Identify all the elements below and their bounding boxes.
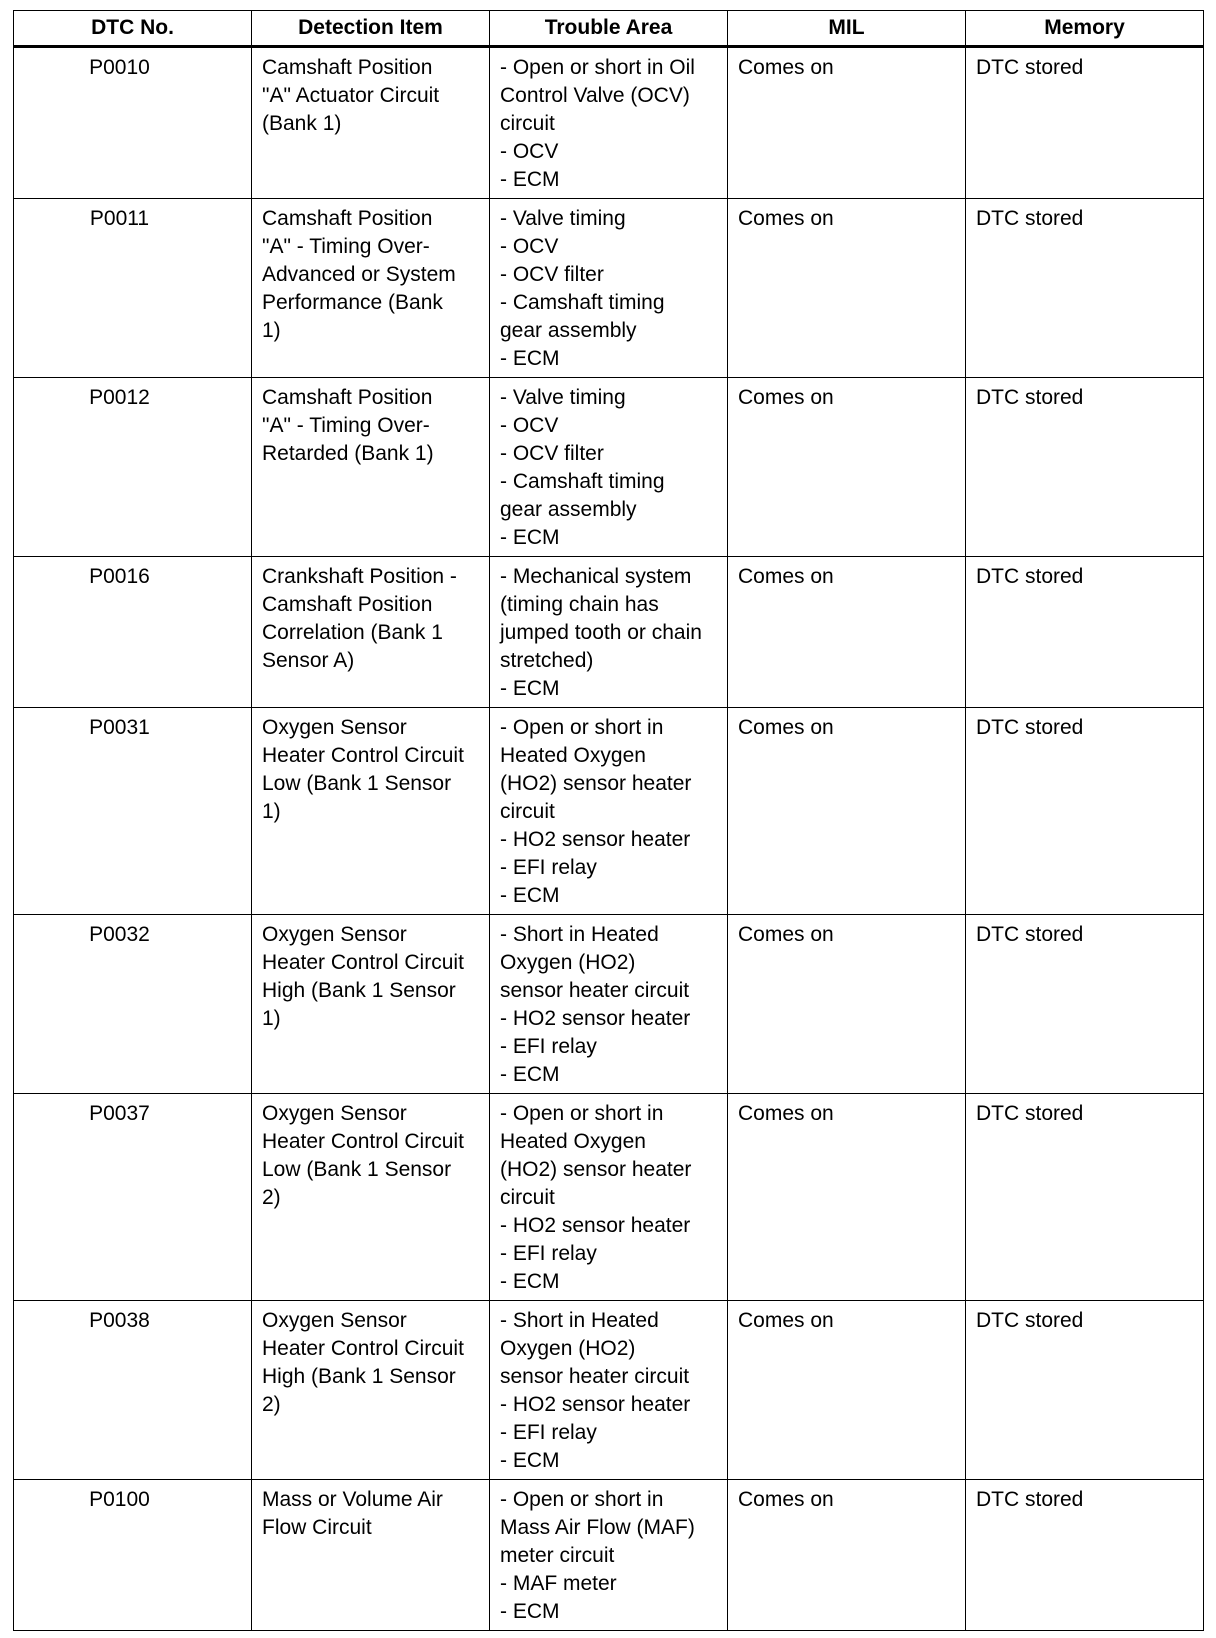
- trouble-line: - Short in Heated: [500, 923, 659, 946]
- cell-memory: DTC stored: [966, 47, 1204, 199]
- detection-line: Low (Bank 1 Sensor: [262, 772, 452, 795]
- trouble-line: (HO2) sensor heater: [500, 772, 692, 795]
- cell-memory: DTC stored: [966, 915, 1204, 1094]
- table-body: [14, 47, 1204, 1631]
- detection-line: Performance (Bank: [262, 291, 443, 314]
- cell-mil: Comes on: [728, 708, 966, 915]
- cell-trouble-area: [490, 1094, 728, 1301]
- detection-line: Retarded (Bank 1): [262, 442, 434, 465]
- detection-line: Crankshaft Position -: [262, 565, 457, 588]
- detection-line: Sensor A): [262, 649, 355, 672]
- cell-dtc-code: P0012: [14, 378, 252, 557]
- trouble-line: - ECM: [500, 1449, 560, 1472]
- cell-detection-item: [252, 1480, 490, 1631]
- detection-line: 2): [262, 1393, 281, 1416]
- header-detection-item: Detection Item: [252, 11, 490, 47]
- detection-line: "A" - Timing Over-: [262, 414, 430, 437]
- cell-trouble-area: [490, 1301, 728, 1480]
- detection-line: Heater Control Circuit: [262, 1337, 464, 1360]
- cell-trouble-area: [490, 708, 728, 915]
- header-mil: MIL: [728, 11, 966, 47]
- trouble-line: - Camshaft timing: [500, 291, 665, 314]
- cell-dtc-code: P0032: [14, 915, 252, 1094]
- cell-dtc-code: P0016: [14, 557, 252, 708]
- detection-line: Camshaft Position: [262, 56, 433, 79]
- detection-line: (Bank 1): [262, 112, 342, 135]
- cell-trouble-area: [490, 47, 728, 199]
- trouble-line: - Camshaft timing: [500, 470, 665, 493]
- trouble-line: - Open or short in Oil: [500, 56, 695, 79]
- table-row: [14, 708, 1204, 915]
- cell-mil: Comes on: [728, 557, 966, 708]
- cell-trouble-area: [490, 378, 728, 557]
- trouble-line: Heated Oxygen: [500, 1130, 646, 1153]
- cell-mil: Comes on: [728, 915, 966, 1094]
- trouble-line: stretched): [500, 649, 594, 672]
- trouble-line: - ECM: [500, 1270, 560, 1293]
- trouble-line: - OCV filter: [500, 442, 604, 465]
- detection-line: Low (Bank 1 Sensor: [262, 1158, 452, 1181]
- table-row: [14, 1480, 1204, 1631]
- trouble-line: - HO2 sensor heater: [500, 1007, 691, 1030]
- dtc-table-container: [13, 10, 1203, 1631]
- detection-line: Heater Control Circuit: [262, 744, 464, 767]
- trouble-line: - Open or short in: [500, 716, 664, 739]
- trouble-line: - ECM: [500, 347, 560, 370]
- cell-memory: DTC stored: [966, 1301, 1204, 1480]
- table-row: [14, 557, 1204, 708]
- detection-line: Camshaft Position: [262, 386, 433, 409]
- trouble-line: sensor heater circuit: [500, 1365, 690, 1388]
- cell-mil: Comes on: [728, 199, 966, 378]
- cell-dtc-code: P0038: [14, 1301, 252, 1480]
- trouble-line: - OCV filter: [500, 263, 604, 286]
- detection-line: Oxygen Sensor: [262, 1309, 407, 1332]
- trouble-line: meter circuit: [500, 1544, 615, 1567]
- header-dtc-no: DTC No.: [14, 11, 252, 47]
- detection-line: High (Bank 1 Sensor: [262, 979, 456, 1002]
- cell-mil: Comes on: [728, 1480, 966, 1631]
- trouble-line: - Open or short in: [500, 1488, 664, 1511]
- trouble-line: sensor heater circuit: [500, 979, 690, 1002]
- trouble-line: - Open or short in: [500, 1102, 664, 1125]
- table-row: [14, 915, 1204, 1094]
- trouble-line: - Short in Heated: [500, 1309, 659, 1332]
- trouble-line: - MAF meter: [500, 1572, 617, 1595]
- detection-line: Camshaft Position: [262, 593, 433, 616]
- detection-line: 1): [262, 319, 281, 342]
- cell-trouble-area: [490, 557, 728, 708]
- cell-mil: Comes on: [728, 47, 966, 199]
- cell-detection-item: [252, 47, 490, 199]
- trouble-line: - HO2 sensor heater: [500, 828, 691, 851]
- header-row: [14, 11, 1204, 47]
- cell-dtc-code: P0031: [14, 708, 252, 915]
- cell-memory: DTC stored: [966, 708, 1204, 915]
- table-row: [14, 1094, 1204, 1301]
- detection-line: "A" Actuator Circuit: [262, 84, 440, 107]
- trouble-line: - ECM: [500, 1063, 560, 1086]
- trouble-line: - ECM: [500, 677, 560, 700]
- detection-line: High (Bank 1 Sensor: [262, 1365, 456, 1388]
- header-memory: Memory: [966, 11, 1204, 47]
- trouble-line: - OCV: [500, 235, 559, 258]
- trouble-line: - EFI relay: [500, 1035, 597, 1058]
- detection-line: "A" - Timing Over-: [262, 235, 430, 258]
- detection-line: Heater Control Circuit: [262, 951, 464, 974]
- trouble-line: Oxygen (HO2): [500, 1337, 636, 1360]
- table-row: [14, 378, 1204, 557]
- cell-detection-item: [252, 1301, 490, 1480]
- trouble-line: - EFI relay: [500, 1242, 597, 1265]
- trouble-line: - Valve timing: [500, 207, 626, 230]
- cell-memory: DTC stored: [966, 1480, 1204, 1631]
- detection-line: Flow Circuit: [262, 1516, 372, 1539]
- trouble-line: Control Valve (OCV): [500, 84, 690, 107]
- cell-detection-item: [252, 915, 490, 1094]
- trouble-line: - OCV: [500, 414, 559, 437]
- cell-memory: DTC stored: [966, 1094, 1204, 1301]
- cell-detection-item: [252, 199, 490, 378]
- trouble-line: jumped tooth or chain: [500, 621, 702, 644]
- trouble-line: Heated Oxygen: [500, 744, 646, 767]
- trouble-line: - ECM: [500, 168, 560, 191]
- detection-line: Mass or Volume Air: [262, 1488, 443, 1511]
- detection-line: Correlation (Bank 1: [262, 621, 443, 644]
- cell-trouble-area: [490, 1480, 728, 1631]
- cell-mil: Comes on: [728, 378, 966, 557]
- cell-dtc-code: P0010: [14, 47, 252, 199]
- detection-line: Oxygen Sensor: [262, 923, 407, 946]
- table-row: [14, 1301, 1204, 1480]
- detection-line: 1): [262, 800, 281, 823]
- trouble-line: - OCV: [500, 140, 559, 163]
- detection-line: Camshaft Position: [262, 207, 433, 230]
- detection-line: Heater Control Circuit: [262, 1130, 464, 1153]
- cell-memory: DTC stored: [966, 557, 1204, 708]
- cell-detection-item: [252, 708, 490, 915]
- header-trouble-area: Trouble Area: [490, 11, 728, 47]
- table-header: [14, 11, 1204, 47]
- cell-dtc-code: P0011: [14, 199, 252, 378]
- trouble-line: circuit: [500, 1186, 555, 1209]
- detection-line: Oxygen Sensor: [262, 1102, 407, 1125]
- cell-mil: Comes on: [728, 1094, 966, 1301]
- detection-line: Oxygen Sensor: [262, 716, 407, 739]
- trouble-line: (HO2) sensor heater: [500, 1158, 692, 1181]
- detection-line: Advanced or System: [262, 263, 456, 286]
- trouble-line: - Mechanical system: [500, 565, 692, 588]
- cell-trouble-area: [490, 199, 728, 378]
- trouble-line: circuit: [500, 112, 555, 135]
- table-row: [14, 199, 1204, 378]
- trouble-line: - EFI relay: [500, 856, 597, 879]
- cell-detection-item: [252, 1094, 490, 1301]
- trouble-line: circuit: [500, 800, 555, 823]
- trouble-line: - ECM: [500, 526, 560, 549]
- cell-dtc-code: P0100: [14, 1480, 252, 1631]
- trouble-line: - ECM: [500, 884, 560, 907]
- cell-memory: DTC stored: [966, 199, 1204, 378]
- cell-detection-item: [252, 557, 490, 708]
- detection-line: 1): [262, 1007, 281, 1030]
- trouble-line: - ECM: [500, 1600, 560, 1623]
- cell-detection-item: [252, 378, 490, 557]
- trouble-line: - HO2 sensor heater: [500, 1214, 691, 1237]
- trouble-line: - EFI relay: [500, 1421, 597, 1444]
- cell-mil: Comes on: [728, 1301, 966, 1480]
- trouble-line: gear assembly: [500, 319, 637, 342]
- trouble-line: Oxygen (HO2): [500, 951, 636, 974]
- table-row: [14, 47, 1204, 199]
- detection-line: 2): [262, 1186, 281, 1209]
- cell-trouble-area: [490, 915, 728, 1094]
- trouble-line: - Valve timing: [500, 386, 626, 409]
- trouble-line: Mass Air Flow (MAF): [500, 1516, 695, 1539]
- trouble-line: gear assembly: [500, 498, 637, 521]
- dtc-table: [13, 10, 1204, 1631]
- trouble-line: (timing chain has: [500, 593, 659, 616]
- cell-dtc-code: P0037: [14, 1094, 252, 1301]
- cell-memory: DTC stored: [966, 378, 1204, 557]
- trouble-line: - HO2 sensor heater: [500, 1393, 691, 1416]
